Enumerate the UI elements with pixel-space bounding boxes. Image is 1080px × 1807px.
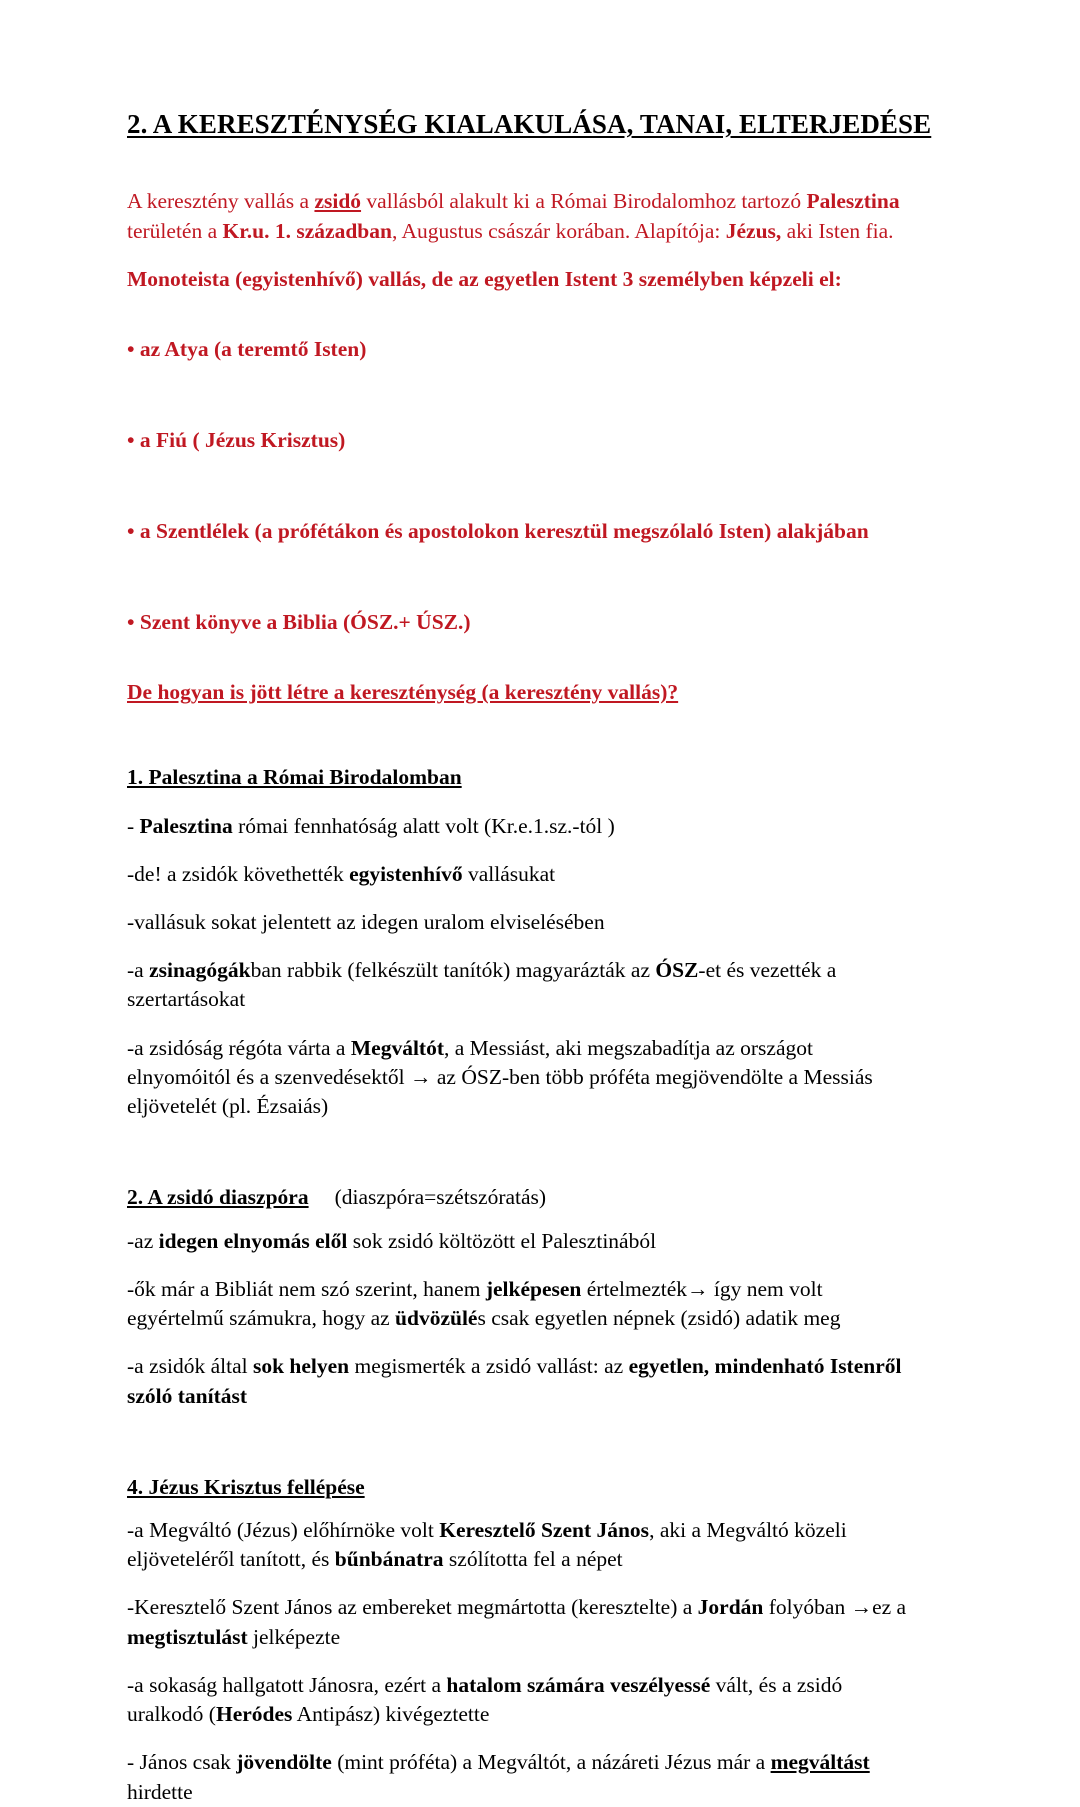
- intro-text-2: vallásból alakult ki a Római Birodalomhoz tartozó: [361, 189, 807, 214]
- line-text: -a: [127, 958, 150, 983]
- udvozules-bold: üdvözülé: [395, 1306, 478, 1331]
- line-text: hirdette: [127, 1779, 193, 1804]
- spacer: [127, 793, 912, 812]
- osz-bold: ÓSZ: [655, 958, 699, 983]
- hatalom-veszelyesse-bold: hatalom számára veszélyessé: [446, 1672, 711, 1697]
- herodes-bold: Heródes: [215, 1702, 293, 1727]
- dash: -: [127, 813, 140, 838]
- spacer: [127, 1502, 912, 1516]
- section-4-heading: [127, 1473, 912, 1502]
- spacer: [127, 294, 912, 313]
- intro-text-3: területén a: [127, 218, 223, 243]
- intro-text-4: , Augustus császár korában. Alapítója:: [391, 218, 726, 243]
- line-text: római fennhatóság alatt volt (Kr.e.1.sz.-tól ): [232, 813, 615, 838]
- line-text: - János csak: [127, 1750, 237, 1775]
- line-text: megismerték a zsidó vallást: az: [349, 1354, 629, 1379]
- idegen-elnyomas-bold: idegen elnyomás elől: [158, 1228, 348, 1253]
- spacer: [127, 140, 912, 187]
- line-text: -Keresztelő Szent János az embereket megmártotta (keresztelte) a: [127, 1595, 698, 1620]
- spacer: [127, 1333, 912, 1352]
- line-text: ban rabbik (felkészült tanítók) magyarázták az: [250, 958, 656, 983]
- line-text: vált, és a zsidó uralkodó (: [127, 1672, 843, 1727]
- bunbanatra-bold: bűnbánatra: [334, 1547, 444, 1572]
- section-1-heading-text: 1. Palesztina a Római Birodalomban: [127, 765, 462, 790]
- intro-text-1: A keresztény vallás a: [127, 189, 315, 214]
- line-text: s csak egyetlen népnek (zsidó) adatik meg: [477, 1306, 841, 1331]
- line-text: Antipász) kivégeztette: [292, 1702, 490, 1727]
- line-text: szólította fel a népet: [443, 1547, 623, 1572]
- spacer: [127, 1574, 912, 1593]
- monoteista-heading: Monoteista (egyistenhívő) vallás, de az egyetlen Istent 3 személyben képzeli el:: [127, 266, 842, 291]
- list-item: • az Atya (a teremtő Isten): [127, 336, 367, 361]
- spacer: [127, 568, 912, 587]
- spacer: [127, 1729, 912, 1748]
- section-1-line-5: [127, 1034, 912, 1122]
- page-title: 2. A KERESZTÉNYSÉG KIALAKULÁSA, TANAI, ELTERJEDÉSE: [127, 109, 932, 139]
- jelkepesen-bold: jelképesen: [485, 1276, 582, 1301]
- spacer: [127, 1121, 912, 1183]
- spacer: [127, 659, 912, 678]
- line-text: értelmezték→ így nem volt egyértelmű számukra, hogy az: [127, 1276, 823, 1331]
- egyetlen-istenrol-bold: egyetlen, mindenható Istenről szóló tanítást: [127, 1354, 902, 1408]
- line-text: -a sokaság hallgatott Jánosra, ezért a: [127, 1672, 447, 1697]
- jovendolte-bold: jövendölte: [236, 1750, 332, 1775]
- spacer: [127, 477, 912, 496]
- intro-paragraph: [127, 187, 912, 245]
- line-text: vallásukat: [462, 861, 556, 886]
- spacer: [127, 707, 912, 763]
- jordan-bold: Jordán: [697, 1595, 764, 1620]
- section-1-line-4: [127, 956, 912, 1014]
- spacer: [127, 841, 912, 860]
- megvaltot-bold: Megváltót: [350, 1035, 444, 1060]
- intro-text-5: aki Isten fia.: [781, 218, 894, 243]
- intro-kru: Kr.u. 1. században: [222, 218, 392, 243]
- megtisztulast-bold: megtisztulást: [127, 1624, 248, 1649]
- line-text: -de! a zsidók követhették: [127, 861, 350, 886]
- spacer: [127, 246, 912, 265]
- intro-jezus: Jézus,: [725, 218, 782, 243]
- line-text: , aki a Megváltó közeli eljöveteléről tanított, és: [127, 1518, 847, 1572]
- spacer: [127, 1652, 912, 1671]
- section-4-heading-text: 4. Jézus Krisztus fellépése: [127, 1474, 365, 1499]
- intro-zsido: zsidó: [314, 189, 362, 214]
- spacer: [127, 385, 912, 404]
- line-text: jelképezte: [247, 1624, 341, 1649]
- section-1-line-3: -vallásuk sokat jelentett az idegen uralom elviselésében: [127, 909, 605, 934]
- list-item: • Szent könyve a Biblia (ÓSZ.+ ÚSZ.): [127, 610, 471, 635]
- spacer: [127, 1411, 912, 1473]
- section-2-line-1: [127, 1227, 912, 1256]
- line-text: -ők már a Bibliát nem szó szerint, hanem: [127, 1276, 486, 1301]
- section-2-heading-note: (diaszpóra=szétszóratás): [334, 1185, 547, 1210]
- list-item: • a Szentlélek (a prófétákon és apostolokon keresztül megszólaló Isten) alakjában: [127, 519, 869, 544]
- line-text: -et és vezették a szertartásokat: [127, 958, 837, 1012]
- egyistenhivo-bold: egyistenhívő: [349, 861, 463, 886]
- line-text: -a Megváltó (Jézus) előhírnöke volt: [127, 1518, 440, 1543]
- line-text: folyóban →ez a: [763, 1595, 907, 1620]
- monoteista-question: De hogyan is jött létre a kereszténység (a keresztény vallás)?: [127, 680, 679, 705]
- section-1-line-2: [127, 860, 912, 889]
- section-2-heading: [127, 1183, 912, 1212]
- section-4-line-2: [127, 1593, 912, 1651]
- line-text: , a Messiást, aki megszabadítja az országot elnyomóitól és a szenvedésektől → az ÓSZ-ben több próféta megjövendölte a Messiás eljövetelét (pl. Ézsaiás): [127, 1035, 873, 1119]
- spacer: [127, 1256, 912, 1275]
- line-text: -a zsidók által: [127, 1354, 253, 1379]
- line-text: sok zsidó költözött el Palesztinából: [347, 1228, 657, 1253]
- megvaltast-underline: megváltást: [770, 1750, 870, 1775]
- sok-helyen-bold: sok helyen: [252, 1354, 350, 1379]
- section-2-line-2: [127, 1275, 912, 1333]
- line-text: -az: [127, 1228, 159, 1253]
- section-4-line-4: [127, 1748, 912, 1806]
- intro-palesztina: Palesztina: [806, 189, 900, 214]
- line-text: (mint próféta) a Megváltót, a názáreti Jézus már a: [331, 1750, 771, 1775]
- spacer: [127, 937, 912, 956]
- spacer: [127, 889, 912, 908]
- spacer: [127, 1015, 912, 1034]
- section-1-heading: [127, 763, 912, 792]
- spacer: [127, 1213, 912, 1227]
- list-item: • a Fiú ( Jézus Krisztus): [127, 427, 346, 452]
- zsinagogak-bold: zsinagógák: [149, 958, 251, 983]
- line-text: -a zsidóság régóta várta a: [127, 1035, 351, 1060]
- keresztelo-szent-janos-bold: Keresztelő Szent János: [439, 1518, 650, 1543]
- section-2-line-3: [127, 1352, 912, 1410]
- section-4-line-3: [127, 1671, 912, 1729]
- section-2-heading-text: 2. A zsidó diaszpóra: [127, 1185, 309, 1210]
- palesztina-bold: Palesztina: [139, 813, 233, 838]
- section-4-line-1: [127, 1516, 912, 1574]
- section-1-line-1: [127, 812, 912, 841]
